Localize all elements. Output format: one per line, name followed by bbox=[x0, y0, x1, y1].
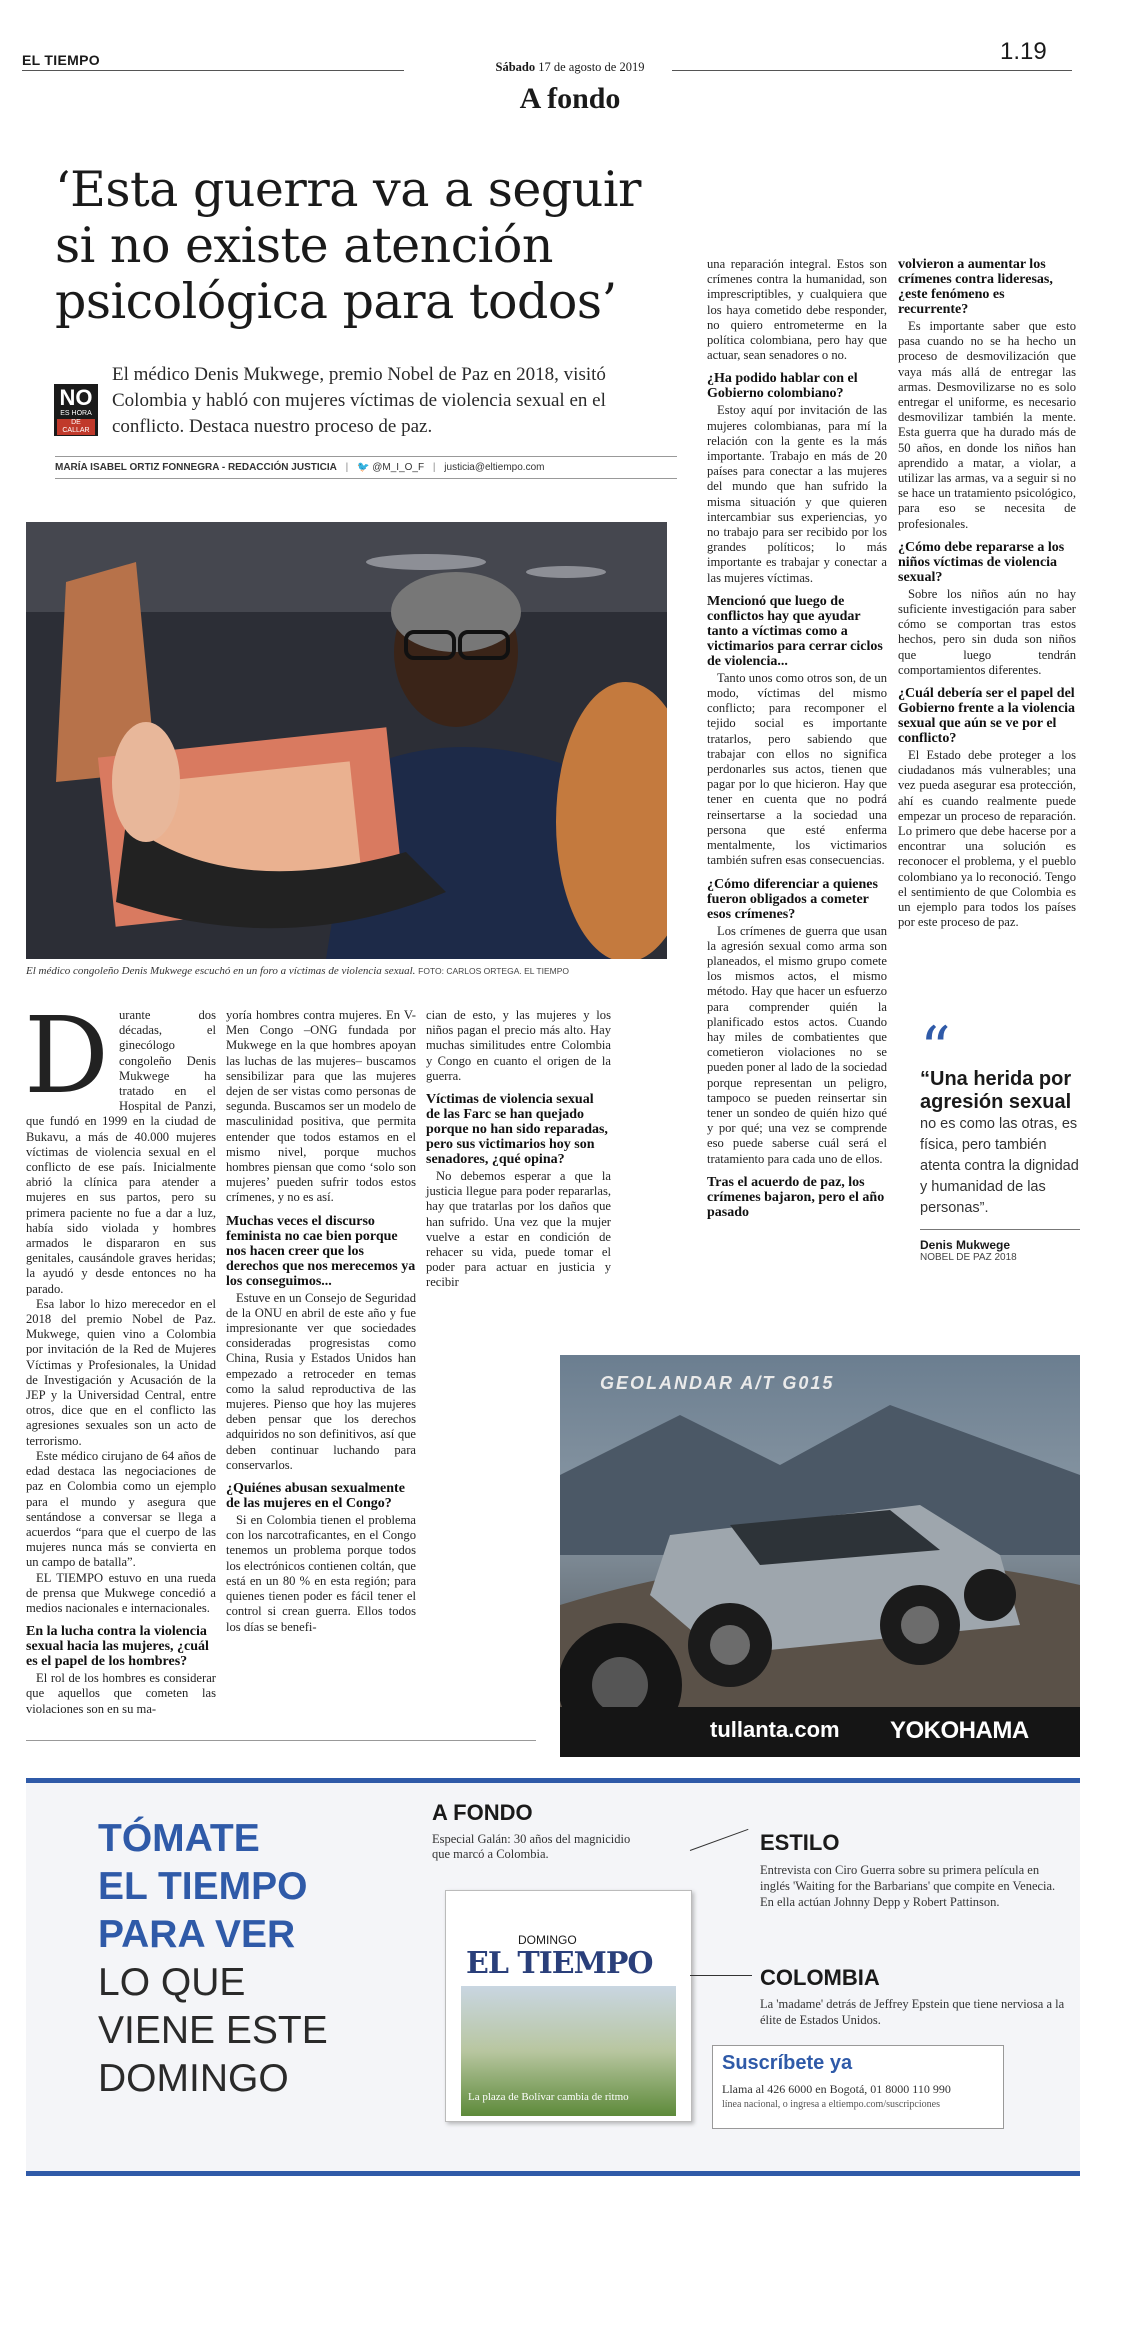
twitter-icon: 🐦 bbox=[357, 462, 370, 473]
promo-headline-line: PARA VER bbox=[98, 1913, 296, 1956]
headline bbox=[55, 162, 675, 330]
question: Mencionó que luego de conflictos hay que ayudar tanto a víctimas como a victimarios para cerrar ciclos de violencia... bbox=[707, 593, 883, 669]
quote-bold: “Una herida por agresión sexual bbox=[920, 1068, 1072, 1113]
campaign-badge bbox=[54, 384, 98, 436]
promo-headline-line: LO QUE bbox=[98, 1961, 246, 2004]
paragraph: Estuve en un Consejo de Seguridad de la ONU en abril de este año y fue impresionante ver que sociedades consideradas progresistas como China, Rusia y Estados Unidos han empezado a retroceder en temas como la salud reproductiva de las mujeres. Pienso que hoy las mujeres deben pensar que los derechos adquiridos no son definitivos, así que deben continuar luchando para conservarlos. bbox=[226, 1290, 416, 1472]
question: ¿Cómo diferenciar a quienes fueron obligados a cometer esos crímenes? bbox=[707, 876, 878, 922]
paragraph: Tanto unos como otros son, de un modo, víctimas del mismo conflicto; para recomponer el tejido social es importante tratarlos, pero sabiendo que trabajar con ellos no significa perdonarles sus actos, tienen que pagar por lo que hicieron. Hay que tener en cuenta que no podrá reinsertarse a la sociedad una persona que esté enferma mentalmente, los victimarios también sufren esas consecuencias. bbox=[707, 670, 887, 868]
quote-rest: no es como las otras, es física, pero también atenta contra la dignidad y humanidad de las personas”. bbox=[920, 1116, 1079, 1216]
header-rule-left bbox=[22, 70, 404, 71]
paper-cover-headline: La plaza de Bolívar cambia de ritmo bbox=[468, 2091, 629, 2103]
connector-line bbox=[690, 1975, 752, 1976]
paragraph: El Estado debe proteger a los ciudadanos más vulnerables; una vez pueda asegurar esa protección, ahí es cuando realmente puede empezar un proceso de reparación. Lo primero que debe hacerse por a encontrar una solución es reconocer el problema, y el pueblo colombiano ya lo reconoció. Tengo el sentimiento de que Colombia es un ejemplo para todos los países por este proceso de paz. bbox=[898, 748, 1076, 930]
paragraph: urante dos décadas, el ginecólogo congoleño Denis Mukwege ha tratado en el Hospital de Panzi, que fundó en 1999 en la ciudad de Bukavu, a más de 40.000 mujeres víctimas de violencia sexual en el conflicto de ese país. Inicialmente abrió la clínica para atender a mujeres en sus partos, pero su primera paciente no fue a dar a luz, había sido violada y hombres armados le dispararon en sus genitales, causándole graves heridas; la ayudó y desde entonces no ha parado. bbox=[26, 1008, 216, 1296]
badge-small: ES HORA bbox=[60, 410, 92, 417]
byline-rule-top bbox=[55, 456, 677, 457]
column-1 bbox=[24, 994, 216, 1717]
paper-domingo: DOMINGO bbox=[518, 1933, 577, 1947]
paragraph: Estoy aquí por invitación de las mujeres colombianas, para mí la relación con la gente es la más importante. Trabajo en más de 20 países para conectar a las mujeres del mundo que han sufrido la misma situación y que quieren intercambiar sus experiencias, yo no trabajo para ser recibido por los grandes políticos; lo más importante es trabajar y conectar a las mujeres víctimas. bbox=[707, 403, 887, 585]
question: volvieron a aumentar los crímenes contra lideresas, ¿este fenómeno es recurrente? bbox=[898, 257, 1053, 317]
badge-big: NO bbox=[59, 385, 93, 410]
ad-illustration bbox=[560, 1355, 1080, 1757]
paragraph: yoría hombres contra mujeres. En V-Men Congo –ONG fundada por Mukwege en la que hombres apoyan las luchas de las mujeres– buscamos sensibilizar para que las mujeres dejen de ser vistas como personas de segunda. Buscamos ser un modelo de masculinidad positiva, que permita entender que todos estamos en el mismo nivel, porque muchos hombres piensan que como ‘solo son mujeres’ pueden sufrir todos estos crímenes, y no es así. bbox=[226, 1008, 416, 1205]
byline: MARÍA ISABEL ORTIZ FONNEGRA - REDACCIÓN JUSTICIA | 🐦 @M_I_O_F | justicia@eltiempo.com bbox=[55, 462, 545, 473]
paragraph: Los crímenes de guerra que usan la agresión sexual como arma son planeados, el mismo grupo comete los mismos actos, el mismo método. Hay que hacer un esfuerzo para comprender quién la planificado estos actos. Cuando hay miles de combatientes que cometieron violaciones no se pueden poner al lado de la sociedad porque representan un peligro, tampoco se pueden reinsertar sin tener un sondeo de quién hizo qué y por qué; una vez se comprende eso puede saberse cuál será el tratamiento para cada uno de ellos. bbox=[707, 923, 887, 1166]
page-number: 1.19 bbox=[1000, 38, 1047, 65]
caption-credit: FOTO: CARLOS ORTEGA. EL TIEMPO bbox=[418, 966, 569, 976]
question: Víctimas de violencia sexual de las Farc se han quejado porque no han sido reparadas, pero sus victimarios hoy son senadores, ¿qué opina? bbox=[426, 1092, 608, 1168]
paragraph: Si en Colombia tienen el problema con los narcotraficantes, en el Congo tenemos un problema porque todos los electrónicos contienen coltán, que está en un 80 % en esta región; para quienes tienen poder es fácil tener el control si crean guerra. Ellos todos los días se benefi- bbox=[226, 1513, 416, 1634]
subscribe-title[interactable]: Suscríbete ya bbox=[722, 2052, 853, 2074]
quote-mark-icon: “ bbox=[920, 1014, 951, 1084]
headline-line: si no existe atención bbox=[55, 217, 553, 274]
question: ¿Ha podido hablar con el Gobierno colombiano? bbox=[707, 371, 858, 402]
promo-estilo-text: Entrevista con Ciro Guerra sobre su primera película en inglés 'Waiting for the Barbarians' que compite en Venecia. En ella actúan Johnny Depp y Robert Pattinson. bbox=[760, 1863, 1056, 1909]
paragraph: Sobre los niños aún no hay suficiente investigación para saber cómo se comportan tras estos hechos, pero sin duda son niños que luego tendrán comportamientos diferentes. bbox=[898, 586, 1076, 677]
paragraph: No debemos esperar a que la justicia llegue para poder repararlas, hay que tratarlas por los daños que han sufrido. Una vez que la mujer vuelve a estar en condición de rehacer su vida, puede tomar el poder para actuar en justicia y recibir bbox=[426, 1169, 611, 1290]
advertisement[interactable] bbox=[560, 1355, 1080, 1757]
quote-author-role: NOBEL DE PAZ 2018 bbox=[920, 1252, 1017, 1263]
photo-illustration bbox=[26, 522, 667, 959]
question: Tras el acuerdo de paz, los crímenes bajaron, pero el año pasado bbox=[707, 1174, 885, 1220]
headline-line: psicológica para todos’ bbox=[55, 273, 617, 330]
promo-headline-line: VIENE ESTE bbox=[98, 2009, 328, 2052]
caption-text: Denis Mukwege escuchó en un foro a víctimas de violencia sexual. bbox=[121, 965, 416, 977]
paragraph: Este médico cirujano de 64 años de edad destaca las negociaciones de paz en Colombia como un ejemplo para el mundo y asegura que sentándose a conversar se llega a acuerdos “para que el cuerpo de las mujeres nunca más se convierta en un campo de batalla”. bbox=[26, 1448, 216, 1570]
date-day: Sábado bbox=[495, 60, 536, 74]
promo-colombia-title: COLOMBIA bbox=[760, 1965, 880, 1990]
promo-headline bbox=[98, 1815, 428, 2103]
subscribe-text bbox=[722, 2082, 1002, 2112]
paragraph: cian de esto, y las mujeres y los niños pagan el precio más alto. Hay muchas similitudes entre Colombia y Congo en cuanto el origen de la guerra. bbox=[426, 1008, 611, 1083]
paper-masthead: EL TIEMPO bbox=[466, 1946, 653, 1981]
paragraph: una reparación integral. Estos son crímenes contra la humanidad, son imprescriptibles, y cualquiera que los haya cometido debe responder, no quiero entrometerme en la política colombiana, pero hay que actuar, sean senadores o no. bbox=[707, 257, 887, 363]
pull-quote bbox=[920, 1014, 1080, 1263]
promo-estilo-title: ESTILO bbox=[760, 1830, 840, 1855]
article-end-rule bbox=[26, 1740, 536, 1741]
brand-logo: EL TIEMPO bbox=[22, 52, 100, 68]
column-3 bbox=[426, 1008, 611, 1291]
promo-headline-line: EL TIEMPO bbox=[98, 1865, 308, 1908]
paragraph: Esa labor lo hizo merecedor en el 2018 del premio Nobel de Paz. Mukwege, quien vino a Colombia por invitación de la Red de Mujeres Víctimas y Profesionales, la Unidad de Investigación y Acusación de la JEP y la Universidad Central, entre otros, dice que en el conflicto las agresiones sexuales son un acto de terrorismo. bbox=[26, 1296, 216, 1448]
ad-site[interactable]: tullanta.com bbox=[710, 1717, 840, 1742]
promo-rule-top bbox=[26, 1778, 1080, 1783]
paragraph: Es importante saber que esto pasa cuando no se ha hecho un proceso de desmovilización que vaya más allá de entregar las armas. Desmovilizarse no es solo entregar el uniforme, es necesario desmovilizar también la mente. Esta guerra que ha durado más de 50 años, en donde los niños han aprendido a matar, a violar, a utilizar las armas, va a seguir si no se hace un tratamiento psicológico, para eso se necesita de profesionales. bbox=[898, 319, 1076, 531]
publication-date bbox=[440, 60, 700, 75]
badge-small-red: DE CALLAR bbox=[57, 419, 95, 435]
paragraph: EL TIEMPO estuvo en una rueda de prensa que Mukwege concedió a medios nacionales e internacionales. bbox=[26, 1570, 216, 1615]
promo-headline-line: TÓMATE bbox=[98, 1817, 260, 1860]
sunday-paper-thumbnail bbox=[445, 1890, 692, 2122]
quote-rule bbox=[920, 1229, 1080, 1230]
caption-intro: El médico congoleño bbox=[26, 965, 119, 977]
photo-caption bbox=[26, 965, 686, 977]
byline-twitter[interactable]: @M_I_O_F bbox=[372, 462, 425, 473]
drop-cap: D bbox=[24, 994, 109, 1117]
byline-author: MARÍA ISABEL ORTIZ FONNEGRA - REDACCIÓN JUSTICIA bbox=[55, 462, 337, 473]
promo-afondo-text: Especial Galán: 30 años del magnicidio que marcó a Colombia. bbox=[432, 1832, 631, 1861]
section-title: A fondo bbox=[519, 82, 621, 115]
byline-rule-bottom bbox=[55, 478, 677, 479]
column-a bbox=[707, 257, 887, 1222]
subscribe-line[interactable]: línea nacional, o ingresa a eltiempo.com/suscripciones bbox=[722, 2099, 940, 2110]
article-photo bbox=[26, 522, 667, 959]
ad-brand-logo: YOKOHAMA bbox=[890, 1717, 1029, 1744]
question: ¿Cuál debería ser el papel del Gobierno frente a la violencia sexual que aún se ve por el conflicto? bbox=[898, 686, 1076, 747]
headline-line: ‘Esta guerra va a seguir bbox=[55, 161, 641, 218]
promo-afondo-title: A FONDO bbox=[432, 1800, 533, 1825]
column-2 bbox=[226, 1008, 416, 1635]
quote-author: Denis Mukwege bbox=[920, 1238, 1011, 1252]
question: ¿Quiénes abusan sexualmente de las mujeres en el Congo? bbox=[226, 1481, 405, 1512]
promo-rule-bottom bbox=[26, 2171, 1080, 2176]
paragraph: El rol de los hombres es considerar que aquellos que cometen las violaciones son en su ma- bbox=[26, 1671, 216, 1716]
subscribe-line: Llama al 426 6000 en Bogotá, 01 8000 110 990 bbox=[722, 2082, 951, 2096]
promo-headline-line: DOMINGO bbox=[98, 2057, 289, 2100]
lead-paragraph: El médico Denis Mukwege, premio Nobel de Paz en 2018, visitó Colombia y habló con mujeres víctimas de violencia sexual en el conflicto. Destaca nuestro proceso de paz. bbox=[112, 364, 606, 437]
promo-colombia-text: La 'madame' detrás de Jeffrey Epstein que tiene nerviosa a la élite de Estados Unidos. bbox=[760, 1997, 1065, 2027]
date-rest: 17 de agosto de 2019 bbox=[538, 60, 645, 74]
header-rule-right bbox=[672, 70, 1072, 71]
question: Muchas veces el discurso feminista no cae bien porque nos hacen creer que los derechos que nos merecemos ya los conseguimos... bbox=[226, 1213, 416, 1289]
question: ¿Cómo debe repararse a los niños víctimas de violencia sexual? bbox=[898, 539, 1065, 585]
byline-email[interactable]: justicia@eltiempo.com bbox=[444, 462, 545, 473]
ad-title: GEOLANDAR A/T G015 bbox=[600, 1373, 835, 1393]
question: En la lucha contra la violencia sexual hacia las mujeres, ¿cuál es el papel de los hombres? bbox=[26, 1624, 209, 1670]
column-b bbox=[898, 257, 1076, 931]
